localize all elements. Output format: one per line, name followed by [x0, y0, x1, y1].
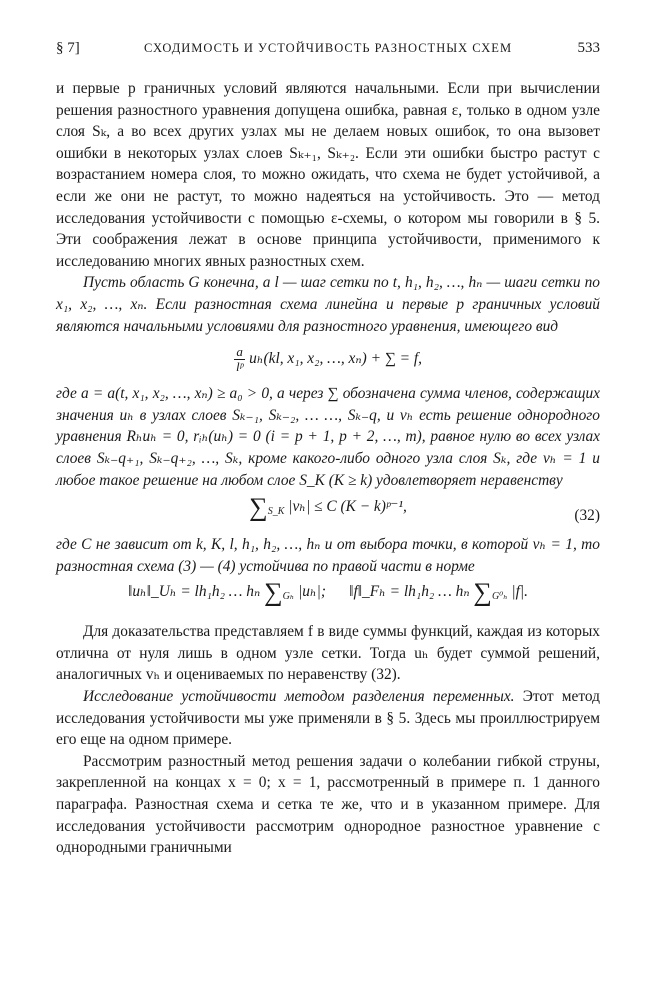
fraction: [234, 345, 245, 374]
running-title: СХОДИМОСТЬ И УСТОЙЧИВОСТЬ РАЗНОСТНЫХ СХЕМ: [143, 41, 513, 55]
separation-paragraph: [56, 686, 600, 751]
string-example-paragraph: Рассмотрим разностный метод решения задачи о колебании гибкой струны, закрепленной на концах x = 0; x = 1, рассмотренный в примере п. 1 данного параграфа. Разностная схема и сетка те же, что и в указанном примере. Для исследования устойчивости рассмотрим однородное разностное уравнение с однородными граничными: [56, 752, 600, 857]
theorem-conclusion: где C не зависит от k, K, l, h₁, h₂, …, hₙ и от выбора точки, в которой vₕ = 1, то разностная схема (3) — (4) устойчива по правой части в норме: [56, 536, 600, 575]
fraction-denominator: lᵖ: [235, 359, 244, 375]
equation-body: uₕ(kl, x₁, x₂, …, xₙ) + ∑ = f,: [249, 350, 423, 368]
norm-definitions: [56, 577, 600, 607]
book-page: [56, 40, 600, 859]
paragraph-1: и первые p граничных условий являются начальными. Если при вычислении решения разностного уравнения допущена ошибка, равная ε, только в одном узле слоя Sₖ, а во всех других узлах мы не делаем новых ошибок, то она вызовет ошибки в некоторых узлах слоев Sₖ₊₁, Sₖ₊₂. Если эти ошибки быстро растут с возрастанием номера слоя, то можно ожидать, что схема не будет устойчивой, а если же они не растут, то можно надеяться на устойчивость. Это — метод исследования устойчивости с помощью ε-схемы, о котором мы говорили в § 5. Эти соображения лежат в основе принципа устойчивости, применимого к исследованию многих явных разностных схем.: [56, 80, 600, 270]
proof-paragraph: Для доказательства представляем f в виде суммы функций, каждая из которых отлична от нуля лишь в одном узле сетки. Тогда uₕ будет суммой решений, аналогичных vₕ и оцениваемых по неравенству (32).: [56, 623, 600, 684]
section-ref: § 7]: [56, 40, 80, 56]
paragraph-text: Этот метод исследования устойчивости мы уже применяли в § 5. Здесь мы проиллюстрируем его еще на одном примере.: [56, 688, 600, 749]
theorem-statement: Пусть область G конечна, а l — шаг сетки по t, h₁, h₂, …, hₙ — шаги сетки по x₁, x₂, …, xₙ. Если разностная схема линейна и первые p граничных условий являются начальными условиями для разностного уравнения, имеющего вид: [56, 274, 600, 335]
page-number: 533: [577, 40, 600, 56]
theorem-continuation: где a = a(t, x₁, x₂, …, xₙ) ≥ a₀ > 0, а через ∑ обозначена сумма членов, содержащих значения uₕ в узлах слоев Sₖ₋₁, Sₖ₋₂, … …, Sₖ₋q, и vₕ есть решение однородного уравнения Rₕuₕ = 0, rᵢₕ(uₕ) = 0 (i = p + 1, p + 2, …, m), равное нулю во всех узлах слоев Sₖ₋q₊₁, Sₖ₋q₊₂, …, Sₖ, кроме какого-либо одного узла слоя Sₖ, где vₕ = 1 и любое такое решение на любом слое S_K (K ≥ k) удовлетворяет неравенству: [56, 385, 600, 489]
sum-subscript: Gₕ: [282, 591, 295, 603]
fraction-numerator: a: [234, 345, 245, 360]
norm-u-left: ‖uₕ‖_Uₕ = lh₁h₂ … hₙ: [128, 583, 261, 601]
norm-u-right: |uₕ|;: [298, 583, 327, 601]
difference-equation: [56, 345, 600, 374]
paragraph-heading: Исследование устойчивости методом разделения переменных.: [83, 688, 515, 706]
page-header: [56, 40, 600, 62]
sum-sign: ∑: [473, 577, 492, 607]
sum-subscript: S_K: [267, 506, 285, 518]
sum-subscript: G⁰ₕ: [491, 591, 508, 603]
inequality-32: [56, 492, 600, 525]
norm-f-right: |f|.: [511, 583, 528, 601]
sum-sign: ∑: [264, 577, 283, 607]
sum-sign: ∑: [249, 492, 268, 522]
inequality-body: |vₕ| ≤ C (K − k)ᵖ⁻¹,: [288, 498, 407, 516]
equation-number: (32): [574, 507, 600, 525]
norm-f-left: ‖f‖_Fₕ = lh₁h₂ … hₙ: [349, 583, 470, 601]
